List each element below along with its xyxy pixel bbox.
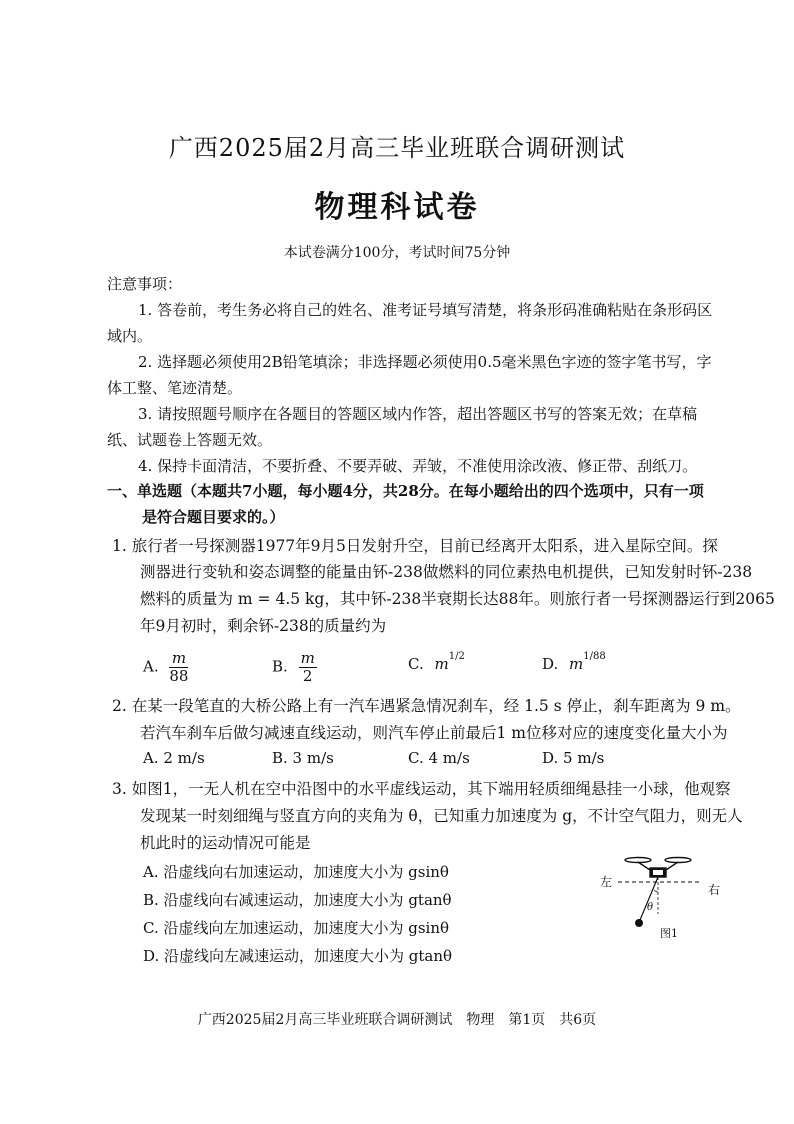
exam-title: 广西2025届2月高三毕业班联合调研测试 — [168, 134, 626, 162]
note-2b: 体工整、笔迹清楚。 — [107, 379, 243, 397]
option-letter: A. — [143, 657, 159, 676]
q3-line3: 机此时的运动情况可能是 — [140, 834, 311, 852]
q2-option-c[interactable]: C. 4 m/s — [408, 749, 470, 767]
q3-option-a[interactable]: A. 沿虚线向右加速运动，加速度大小为 gsinθ — [143, 863, 449, 881]
figure-1-drone — [590, 852, 730, 942]
section-heading-line2: 是符合题目要求的。） — [142, 508, 285, 526]
drone-icon — [625, 858, 691, 878]
label-theta: θ — [647, 902, 654, 913]
section-heading-line1: 一、单选题（本题共7小题，每小题4分，共28分。在每小题给出的四个选项中，只有一项 — [107, 482, 704, 500]
rope — [640, 877, 658, 920]
option-letter: B. — [272, 657, 288, 676]
q1-line1: 1. 旅行者一号探测器1977年9月5日发射升空，目前已经离开太阳系，进入星际空间。探 — [112, 537, 718, 555]
label-right: 右 — [708, 883, 721, 897]
note-3b: 纸、试题卷上答题无效。 — [107, 431, 273, 449]
q1-line2: 测器进行变轨和姿态调整的能量由钚-238做燃料的同位素热电机提供，已知发射时钚-238 — [140, 563, 753, 581]
ball-icon — [635, 919, 643, 927]
q3-line1: 3. 如图1，一无人机在空中沿图中的水平虚线运动，其下端用轻质细绳悬挂一小球，他观察 — [112, 780, 731, 798]
note-1b: 域内。 — [107, 327, 153, 345]
q3-option-b[interactable]: B. 沿虚线向右减速运动，加速度大小为 gtanθ — [143, 891, 452, 909]
note-1a: 1. 答卷前，考生务必将自己的姓名、准考证号填写清楚，将条形码准确粘贴在条形码区 — [138, 301, 713, 319]
angle-arc — [654, 890, 658, 892]
notes-heading: 注意事项： — [107, 275, 183, 293]
figure-caption: 图1 — [660, 927, 678, 940]
q2-option-a[interactable]: A. 2 m/s — [143, 749, 205, 767]
q2-option-b[interactable]: B. 3 m/s — [272, 749, 334, 767]
fraction: $\frac{m}{88}$ — [169, 649, 189, 685]
q1-option-b[interactable] — [272, 650, 317, 685]
q1-option-a[interactable] — [143, 650, 188, 685]
q2-line2: 若汽车刹车后做匀减速直线运动，则汽车停止前最后1 m位移对应的速度变化量大小为 — [140, 724, 728, 742]
note-2a: 2. 选择题必须使用2B铅笔填涂；非选择题必须使用0.5毫米黑色字迹的签字笔书写，字 — [138, 353, 712, 371]
q1-line3: 燃料的质量为 m = 4.5 kg，其中钚-238半衰期长达88年。则旅行者一号探测器运行到2065 — [140, 590, 775, 608]
note-3a: 3. 请按照题号顺序在各题目的答题区域内作答，超出答题区书写的答案无效；在草稿 — [138, 405, 698, 423]
fraction: $\frac{m}{2}$ — [300, 649, 315, 685]
q1-line4: 年9月初时，剩余钚-238的质量约为 — [140, 617, 387, 635]
q3-line2: 发现某一时刻细绳与竖直方向的夹角为 θ，已知重力加速度为 g，不计空气阻力，则无人 — [140, 807, 743, 825]
q1-option-c[interactable]: C. $m^{1/2}$ — [408, 651, 465, 673]
option-letter: D. — [542, 655, 559, 673]
q1-option-d[interactable]: D. $m^{1/88}$ — [542, 651, 606, 673]
q3-option-c[interactable]: C. 沿虚线向左加速运动，加速度大小为 gsinθ — [143, 919, 450, 937]
q3-option-d[interactable]: D. 沿虚线向左减速运动，加速度大小为 gtanθ — [143, 947, 453, 965]
page-footer: 广西2025届2月高三毕业班联合调研测试 物理 第1页 共6页 — [197, 1012, 597, 1028]
exam-info: 本试卷满分100分，考试时间75分钟 — [283, 245, 511, 261]
label-left: 左 — [600, 875, 613, 889]
option-letter: C. — [408, 655, 424, 673]
note-4: 4. 保持卡面清洁，不要折叠、不要弄破、弄皱，不准使用涂改液、修正带、刮纸刀。 — [138, 457, 698, 475]
q2-option-d[interactable]: D. 5 m/s — [542, 749, 605, 767]
subject-title: 物理科试卷 — [314, 190, 480, 225]
q2-line1: 2. 在某一段笔直的大桥公路上有一汽车遇紧急情况刹车，经 1.5 s 停止，刹车距离为 9 m。 — [112, 697, 741, 715]
